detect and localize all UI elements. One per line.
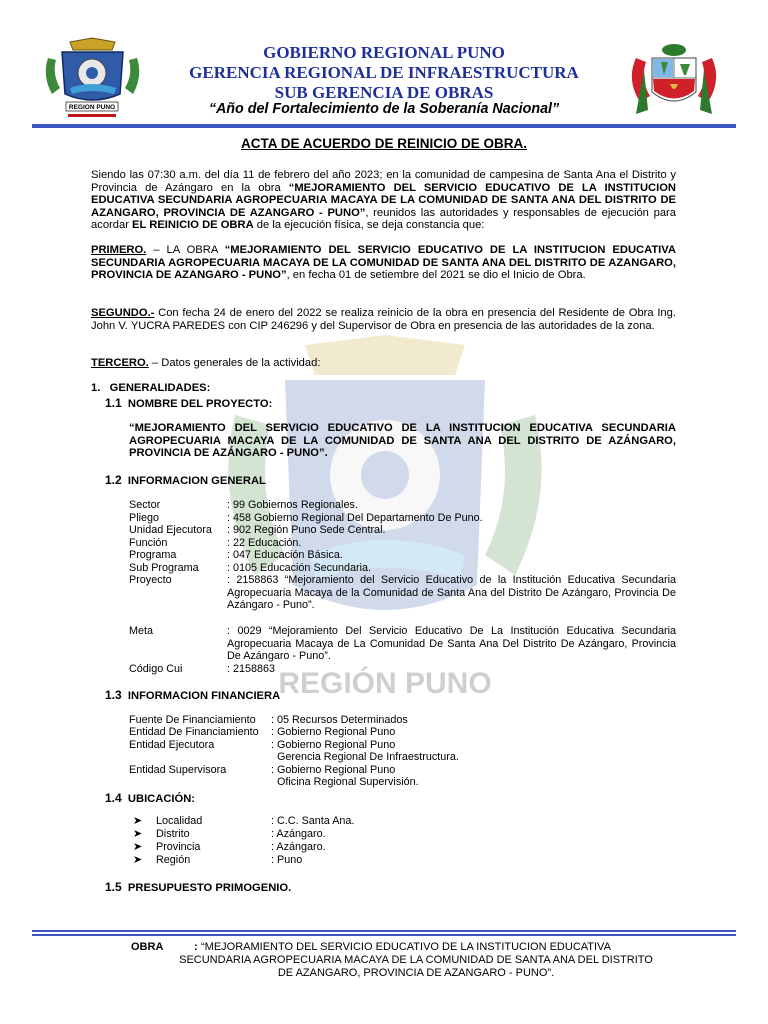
section-1-1-title: NOMBRE DEL PROYECTO: xyxy=(127,398,273,410)
ubicacion-label: Localidad xyxy=(156,815,203,827)
section-1-5-num: 1.5 xyxy=(105,880,122,894)
info-row-programa xyxy=(129,549,676,562)
arrow-bullet-icon: ➤ xyxy=(133,828,143,840)
footer-line-2: SECUNDARIA AGROPECUARIA MACAYA DE LA COMUNIDAD DE SANTA ANA DEL DISTRITO xyxy=(179,954,653,966)
info-label: Proyecto xyxy=(129,574,172,586)
ubicacion-item xyxy=(133,815,676,828)
header-line-1: GOBIERNO REGIONAL PUNO xyxy=(263,43,505,62)
arrow-bullet-icon: ➤ xyxy=(133,854,143,866)
info-value: : 047 Educación Básica. xyxy=(227,549,343,561)
section-1-1-body: “MEJORAMIENTO DEL SERVICIO EDUCATIVO DE LA INSTITUCION EDUCATIVA SECUNDARIA AGROPECUARIA MACAYA DE LA COMUNIDAD DE SANTA ANA DEL DISTRITO DE AZÁNGARO, PROVINCIA DE AZÁNGARO - PUNO”. xyxy=(129,422,676,460)
ubicacion-value: : Puno xyxy=(271,854,303,866)
section-1-5-heading xyxy=(105,880,291,894)
document-title: ACTA DE ACUERDO DE REINICIO DE OBRA. xyxy=(240,136,527,151)
ubicacion-value: : C.C. Santa Ana. xyxy=(271,815,355,827)
info-value: : 2158863 xyxy=(227,663,276,675)
info-row-unidad-ejecutora xyxy=(129,524,676,537)
intro-text-2: , reunidos las autoridades y responsables de ejecución para acordar xyxy=(91,206,676,232)
primero-text-1: – LA OBRA xyxy=(146,244,225,256)
info-value: : 2158863 “Mejoramiento del Servicio Educativo de la Institución Educativa Secundaria Agropecuaria Macaya de la Comunidad de Santa Ana del Distrito De Azángaro, Provincia De Azángaro - Puno”. xyxy=(227,574,676,611)
ubicacion-item xyxy=(133,828,676,841)
footer-rule-top xyxy=(32,930,736,932)
section-1-5-title: PRESUPUESTO PRIMOGENIO. xyxy=(127,882,292,894)
info-value: : 22 Educación. xyxy=(227,537,302,549)
footer-rule-bottom xyxy=(32,934,736,936)
info-label: Meta xyxy=(129,625,154,637)
info-value: : 0105 Educación Secundaria. xyxy=(227,562,372,574)
ubicacion-label: Provincia xyxy=(156,841,201,853)
info-row-meta xyxy=(129,625,676,665)
info-value: : 902 Región Puno Sede Central. xyxy=(227,524,386,536)
footer-obra-label: OBRA xyxy=(131,941,164,953)
header-motto: “Año del Fortalecimiento de la Soberanía Nacional” xyxy=(208,101,560,117)
info-value: : 0029 “Mejoramiento Del Servicio Educativo De La Institución Educativa Secundaria Agropecuaria Macaya de La Comunidad De Santa Ana Del Distrito De Azángaro, Provincia De Azángaro - Puno”. xyxy=(227,625,676,662)
info-label: Sector xyxy=(129,499,161,511)
watermark-text: REGIÓN PUNO xyxy=(278,667,492,700)
info-value: : 458 Gobierno Regional Del Departamento De Puno. xyxy=(227,512,483,524)
info-row-proyecto xyxy=(129,574,676,614)
fin-value: : Gobierno Regional Puno xyxy=(271,726,396,738)
ubicacion-item xyxy=(133,854,676,867)
primero-text-2: , en fecha 01 de setiembre del 2021 se dio el Inicio de Obra. xyxy=(286,269,586,282)
footer-line-3: DE AZANGARO, PROVINCIA DE AZANGARO - PUNO”. xyxy=(277,967,555,979)
fin-label: Fuente De Financiamiento xyxy=(129,714,256,726)
fin-row xyxy=(129,751,676,764)
primero-project-name: “MEJORAMIENTO DEL SERVICIO EDUCATIVO DE LA INSTITUCION EDUCATIVA SECUNDARIA AGROPECUARIA MACAYA DE LA COMUNIDAD DE SANTA ANA DEL DISTRITO DE AZANGARO, PROVINCIA DE AZANGARO - PUNO” xyxy=(91,244,676,282)
tercero-paragraph xyxy=(91,357,676,370)
fin-value: Oficina Regional Supervisión. xyxy=(271,776,419,788)
section-1-3-title: INFORMACION FINANCIERA xyxy=(127,690,281,702)
fin-value: : Gobierno Regional Puno xyxy=(271,739,396,751)
section-1-1-num: 1.1 xyxy=(105,396,122,410)
section-1-2-title: INFORMACION GENERAL xyxy=(127,475,266,487)
section-1-2-num: 1.2 xyxy=(105,473,122,487)
fin-label: Entidad Ejecutora xyxy=(129,739,215,751)
arrow-bullet-icon: ➤ xyxy=(133,815,143,827)
ubicacion-value: : Azángaro. xyxy=(271,828,326,840)
intro-text-3: de la ejecución física, se deja constancia que: xyxy=(253,219,485,232)
section-1-1-heading xyxy=(105,396,272,410)
intro-reinicio: EL REINICIO DE OBRA xyxy=(132,219,254,232)
segundo-paragraph xyxy=(91,307,676,332)
ubicacion-value: : Azángaro. xyxy=(271,841,326,853)
info-label: Sub Programa xyxy=(129,562,199,574)
info-label: Código Cui xyxy=(129,663,183,675)
segundo-text: Con fecha 24 de enero del 2022 se realiza reinicio de la obra en presencia del Residente de Obra Ing. John V. YUCRA PAREDES con CIP 246296 y del Supervisor de Obra en presencia de las autoridades de la zona. xyxy=(91,307,676,332)
tercero-label: TERCERO. xyxy=(91,357,149,369)
footer-colon: : xyxy=(194,941,198,953)
info-label: Pliego xyxy=(129,512,160,524)
generalidades-heading: 1. GENERALIDADES: xyxy=(91,382,211,394)
primero-label: PRIMERO. xyxy=(91,244,147,256)
info-row-sector xyxy=(129,499,676,512)
footer-line-1: “MEJORAMIENTO DEL SERVICIO EDUCATIVO DE LA INSTITUCION EDUCATIVA xyxy=(201,941,611,953)
section-1-4-heading xyxy=(105,791,195,805)
intro-paragraph xyxy=(91,169,676,232)
segundo-label: SEGUNDO.- xyxy=(91,307,155,319)
intro-project-name: “MEJORAMIENTO DEL SERVICIO EDUCATIVO DE LA INSTITUCION EDUCATIVA SECUNDARIA AGROPECUARIA MACAYA DE LA COMUNIDAD DE SANTA ANA DEL DISTRITO DE AZANGARO, PROVINCIA DE AZANGARO - PUNO” xyxy=(91,181,676,219)
fin-value: : Gobierno Regional Puno xyxy=(271,764,396,776)
intro-text-1: Siendo las 07:30 a.m. del día 11 de febrero del año 2023; en la comunidad de campesina de Santa Ana el Distrito y Provincia de Azángaro en la obra xyxy=(91,169,676,194)
info-label: Función xyxy=(129,537,168,549)
primero-paragraph xyxy=(91,244,676,282)
tercero-text: – Datos generales de la actividad: xyxy=(148,357,321,369)
section-1-3-heading xyxy=(105,688,280,702)
arrow-bullet-icon: ➤ xyxy=(133,841,143,853)
info-row-codigo-cui xyxy=(129,663,676,676)
fin-label: Entidad Supervisora xyxy=(129,764,227,776)
section-1-2-heading xyxy=(105,473,266,487)
info-label: Unidad Ejecutora xyxy=(129,524,212,536)
region-puno-logo xyxy=(40,36,145,122)
header-line-3: SUB GERENCIA DE OBRAS xyxy=(274,83,494,102)
section-1-3-num: 1.3 xyxy=(105,688,122,702)
fin-row xyxy=(129,776,676,789)
header-rule xyxy=(32,124,736,128)
info-label: Programa xyxy=(129,549,177,561)
fin-value: Gerencia Regional De Infraestructura. xyxy=(271,751,459,763)
peru-coat-of-arms xyxy=(626,40,722,122)
logo-caption: REGION PUNO xyxy=(68,104,116,111)
fin-row xyxy=(129,726,676,739)
ubicacion-label: Distrito xyxy=(156,828,190,840)
header-line-2: GERENCIA REGIONAL DE INFRAESTRUCTURA xyxy=(189,63,579,82)
info-value: : 99 Gobiernos Regionales. xyxy=(227,499,358,511)
fin-label: Entidad De Financiamiento xyxy=(129,726,259,738)
ubicacion-label: Región xyxy=(156,854,191,866)
fin-value: : 05 Recursos Determinados xyxy=(271,714,408,726)
ubicacion-item xyxy=(133,841,676,854)
section-1-4-num: 1.4 xyxy=(105,791,122,805)
section-1-4-title: UBICACIÓN: xyxy=(127,793,196,805)
